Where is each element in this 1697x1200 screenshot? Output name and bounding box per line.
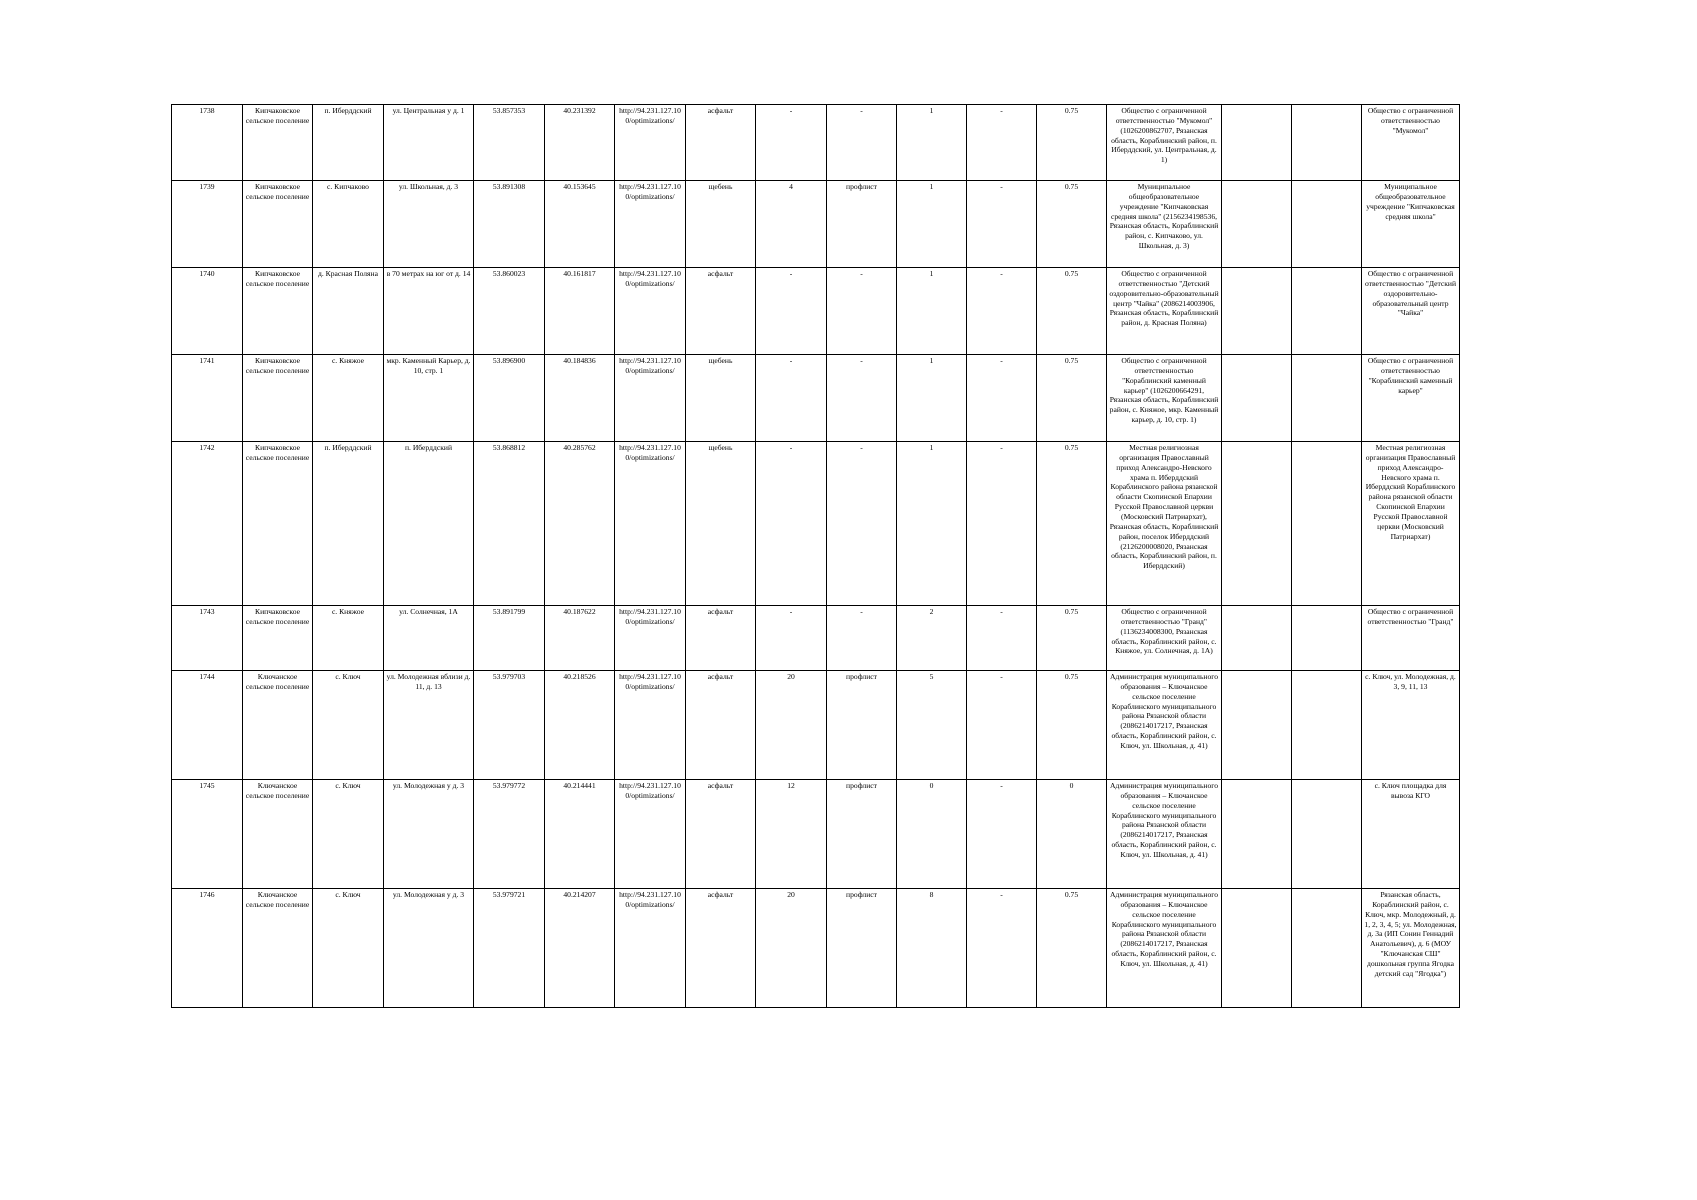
surface-cell: асфальт — [686, 606, 756, 671]
surface-cell: асфальт — [686, 889, 756, 1008]
locality-cell: с. Ключ — [313, 889, 384, 1008]
waste-sources-cell: с. Ключ, ул. Молодежная, д. 3, 9, 11, 13 — [1362, 671, 1460, 780]
table-row — [172, 181, 1460, 268]
column-15-cell — [1222, 889, 1292, 1008]
row-number: 1738 — [172, 105, 243, 181]
column-15-cell — [1222, 780, 1292, 889]
base-cell: - — [827, 355, 897, 442]
column-12-cell: - — [967, 780, 1037, 889]
longitude-cell: 40.161817 — [545, 268, 615, 355]
containers-cell: - — [756, 442, 827, 606]
column-12-cell: - — [967, 181, 1037, 268]
volume-cell: 0.75 — [1037, 105, 1107, 181]
containers-cell: - — [756, 268, 827, 355]
waste-sources-cell: с. Ключ площадка для вывоза КГО — [1362, 780, 1460, 889]
map-link-cell: http://94.231.127.10 0/optimizations/ — [615, 181, 686, 268]
base-cell: - — [827, 442, 897, 606]
row-number: 1744 — [172, 671, 243, 780]
surface-cell: асфальт — [686, 268, 756, 355]
locality-cell: с. Княжое — [313, 606, 384, 671]
longitude-cell: 40.214207 — [545, 889, 615, 1008]
longitude-cell: 40.218526 — [545, 671, 615, 780]
latitude-cell: 53.979772 — [474, 780, 545, 889]
map-link-cell: http://94.231.127.10 0/optimizations/ — [615, 442, 686, 606]
settlement-cell: Кипчаковское сельское поселение — [243, 181, 313, 268]
containers-cell: 4 — [756, 181, 827, 268]
address-cell: в 70 метрах на юг от д. 14 — [384, 268, 474, 355]
base-cell: - — [827, 268, 897, 355]
latitude-cell: 53.860023 — [474, 268, 545, 355]
settlement-cell: Кипчаковское сельское поселение — [243, 606, 313, 671]
table-row — [172, 442, 1460, 606]
row-number: 1741 — [172, 355, 243, 442]
owner-cell: Муниципальное общеобразовательное учреждение "Кипчаковская средняя школа" (2156234198536, Рязанская область, Кораблинский район, с. Кипчаково, ул. Школьная, д. 3) — [1107, 181, 1222, 268]
row-number: 1740 — [172, 268, 243, 355]
locality-cell: с. Княжое — [313, 355, 384, 442]
column-12-cell: - — [967, 889, 1037, 1008]
column-16-cell — [1292, 780, 1362, 889]
waste-sources-cell: Рязанская область, Кораблинский район, с. Ключ, мкр. Молодежный, д. 1, 2, 3, 4, 5; ул. Молодежная, д. 3а (ИП Сонин Геннадий Анатольевич), д. 6 (МОУ "Ключанская СШ" дошкольная группа Ягодка детский сад "Ягодка") — [1362, 889, 1460, 1008]
surface-cell: асфальт — [686, 671, 756, 780]
column-12-cell: - — [967, 606, 1037, 671]
row-number: 1745 — [172, 780, 243, 889]
containers-cell: - — [756, 606, 827, 671]
column-16-cell — [1292, 889, 1362, 1008]
count-cell: 1 — [897, 355, 967, 442]
volume-cell: 0.75 — [1037, 671, 1107, 780]
count-cell: 0 — [897, 780, 967, 889]
address-cell: ул. Центральная у д. 1 — [384, 105, 474, 181]
count-cell: 1 — [897, 442, 967, 606]
base-cell: профлист — [827, 889, 897, 1008]
map-link-cell: http://94.231.127.10 0/optimizations/ — [615, 606, 686, 671]
volume-cell: 0 — [1037, 780, 1107, 889]
latitude-cell: 53.896900 — [474, 355, 545, 442]
column-16-cell — [1292, 355, 1362, 442]
registry-table — [171, 104, 1460, 1008]
map-link-cell: http://94.231.127.10 0/optimizations/ — [615, 671, 686, 780]
table-row — [172, 671, 1460, 780]
count-cell: 5 — [897, 671, 967, 780]
latitude-cell: 53.979703 — [474, 671, 545, 780]
address-cell: ул. Молодежная у д. 3 — [384, 780, 474, 889]
column-12-cell: - — [967, 268, 1037, 355]
settlement-cell: Кипчаковское сельское поселение — [243, 268, 313, 355]
longitude-cell: 40.285762 — [545, 442, 615, 606]
address-cell: ул. Солнечная, 1А — [384, 606, 474, 671]
table-row — [172, 355, 1460, 442]
latitude-cell: 53.979721 — [474, 889, 545, 1008]
volume-cell: 0.75 — [1037, 442, 1107, 606]
table-row — [172, 780, 1460, 889]
waste-sources-cell: Общество с ограниченной ответственностью "Мукомол" — [1362, 105, 1460, 181]
settlement-cell: Кипчаковское сельское поселение — [243, 105, 313, 181]
surface-cell: асфальт — [686, 780, 756, 889]
column-15-cell — [1222, 355, 1292, 442]
settlement-cell: Ключанское сельское поселение — [243, 671, 313, 780]
owner-cell: Общество с ограниченной ответственностью "Мукомол" (1026200862707, Рязанская область, Кораблинский район, п. Иберддский, ул. Центральная, д. 1) — [1107, 105, 1222, 181]
locality-cell: п. Иберддский — [313, 105, 384, 181]
owner-cell: Местная религиозная организация Православный приход Александро-Невского храма п. Иберддский Кораблинского района рязанской области Скопинской Епархии Русской Православной церкви (Московский Патриархат), Рязанская область, Кораблинский район, поселок Иберддский (2126200008020, Рязанская область, Кораблинский район, п. Иберддский) — [1107, 442, 1222, 606]
latitude-cell: 53.868812 — [474, 442, 545, 606]
count-cell: 1 — [897, 268, 967, 355]
longitude-cell: 40.187622 — [545, 606, 615, 671]
waste-sources-cell: Общество с ограниченной ответственностью "Гранд" — [1362, 606, 1460, 671]
column-15-cell — [1222, 181, 1292, 268]
column-16-cell — [1292, 671, 1362, 780]
base-cell: профлист — [827, 671, 897, 780]
latitude-cell: 53.857353 — [474, 105, 545, 181]
address-cell: ул. Молодежная у д. 3 — [384, 889, 474, 1008]
volume-cell: 0.75 — [1037, 181, 1107, 268]
map-link-cell: http://94.231.127.10 0/optimizations/ — [615, 355, 686, 442]
address-cell: п. Иберддский — [384, 442, 474, 606]
base-cell: профлист — [827, 780, 897, 889]
column-16-cell — [1292, 268, 1362, 355]
column-16-cell — [1292, 181, 1362, 268]
column-15-cell — [1222, 268, 1292, 355]
waste-sources-cell: Местная религиозная организация Православный приход Александро-Невского храма п. Иберддский Кораблинского района рязанской области Скопинской Епархии Русской Православной церкви (Московский Патриархат) — [1362, 442, 1460, 606]
settlement-cell: Кипчаковское сельское поселение — [243, 355, 313, 442]
containers-cell: - — [756, 105, 827, 181]
locality-cell: с. Кипчаково — [313, 181, 384, 268]
row-number: 1739 — [172, 181, 243, 268]
table-row — [172, 105, 1460, 181]
map-link-cell: http://94.231.127.10 0/optimizations/ — [615, 889, 686, 1008]
column-16-cell — [1292, 105, 1362, 181]
longitude-cell: 40.184836 — [545, 355, 615, 442]
longitude-cell: 40.214441 — [545, 780, 615, 889]
address-cell: ул. Школьная, д. 3 — [384, 181, 474, 268]
waste-sources-cell: Муниципальное общеобразовательное учреждение "Кипчаковская средняя школа" — [1362, 181, 1460, 268]
containers-cell: - — [756, 355, 827, 442]
count-cell: 8 — [897, 889, 967, 1008]
count-cell: 1 — [897, 105, 967, 181]
containers-cell: 12 — [756, 780, 827, 889]
longitude-cell: 40.231392 — [545, 105, 615, 181]
longitude-cell: 40.153645 — [545, 181, 615, 268]
locality-cell: п. Иберддский — [313, 442, 384, 606]
latitude-cell: 53.891308 — [474, 181, 545, 268]
owner-cell: Администрация муниципального образования – Ключанское сельское поселение Кораблинского муниципального района Рязанской области (2086214017217, Рязанская область, Кораблинский район, с. Ключ, ул. Школьная, д. 41) — [1107, 889, 1222, 1008]
column-15-cell — [1222, 606, 1292, 671]
count-cell: 1 — [897, 181, 967, 268]
locality-cell: с. Ключ — [313, 780, 384, 889]
volume-cell: 0.75 — [1037, 268, 1107, 355]
settlement-cell: Ключанское сельское поселение — [243, 780, 313, 889]
column-12-cell: - — [967, 442, 1037, 606]
table-row — [172, 889, 1460, 1008]
row-number: 1742 — [172, 442, 243, 606]
column-15-cell — [1222, 442, 1292, 606]
locality-cell: д. Красная Поляна — [313, 268, 384, 355]
column-12-cell: - — [967, 671, 1037, 780]
waste-sources-cell: Общество с ограниченной ответственностью "Детский оздоровительно-образовательный центр "Чайка" — [1362, 268, 1460, 355]
table-row — [172, 606, 1460, 671]
settlement-cell: Кипчаковское сельское поселение — [243, 442, 313, 606]
owner-cell: Администрация муниципального образования – Ключанское сельское поселение Кораблинского муниципального района Рязанской области (2086214017217, Рязанская область, Кораблинский район, с. Ключ, ул. Школьная, д. 41) — [1107, 780, 1222, 889]
surface-cell: щебень — [686, 181, 756, 268]
owner-cell: Администрация муниципального образования – Ключанское сельское поселение Кораблинского муниципального района Рязанской области (2086214017217, Рязанская область, Кораблинский район, с. Ключ, ул. Школьная, д. 41) — [1107, 671, 1222, 780]
containers-cell: 20 — [756, 671, 827, 780]
column-16-cell — [1292, 442, 1362, 606]
address-cell: ул. Молодежная вблизи д. 11, д. 13 — [384, 671, 474, 780]
address-cell: мкр. Каменный Карьер, д. 10, стр. 1 — [384, 355, 474, 442]
column-15-cell — [1222, 105, 1292, 181]
row-number: 1746 — [172, 889, 243, 1008]
column-12-cell: - — [967, 355, 1037, 442]
volume-cell: 0.75 — [1037, 889, 1107, 1008]
map-link-cell: http://94.231.127.10 0/optimizations/ — [615, 105, 686, 181]
base-cell: профлист — [827, 181, 897, 268]
base-cell: - — [827, 105, 897, 181]
surface-cell: щебень — [686, 442, 756, 606]
surface-cell: щебень — [686, 355, 756, 442]
waste-sources-cell: Общество с ограниченной ответственностью "Кораблинский каменный карьер" — [1362, 355, 1460, 442]
column-16-cell — [1292, 606, 1362, 671]
row-number: 1743 — [172, 606, 243, 671]
volume-cell: 0.75 — [1037, 606, 1107, 671]
base-cell: - — [827, 606, 897, 671]
column-15-cell — [1222, 671, 1292, 780]
owner-cell: Общество с ограниченной ответственностью "Детский оздоровительно-образовательный центр "Чайка" (2086214003906, Рязанская область, Кораблинский район, д. Красная Поляна) — [1107, 268, 1222, 355]
owner-cell: Общество с ограниченной ответственностью "Гранд" (1136234008300, Рязанская область, Кораблинский район, с. Княжое, ул. Солнечная, д. 1А) — [1107, 606, 1222, 671]
surface-cell: асфальт — [686, 105, 756, 181]
volume-cell: 0.75 — [1037, 355, 1107, 442]
table-row — [172, 268, 1460, 355]
settlement-cell: Ключанское сельское поселение — [243, 889, 313, 1008]
column-12-cell: - — [967, 105, 1037, 181]
map-link-cell: http://94.231.127.10 0/optimizations/ — [615, 780, 686, 889]
owner-cell: Общество с ограниченной ответственностью "Кораблинский каменный карьер" (1026200664291, Рязанская область, Кораблинский район, с. Княжое, мкр. Каменный карьер, д. 10, стр. 1) — [1107, 355, 1222, 442]
locality-cell: с. Ключ — [313, 671, 384, 780]
latitude-cell: 53.891799 — [474, 606, 545, 671]
map-link-cell: http://94.231.127.10 0/optimizations/ — [615, 268, 686, 355]
containers-cell: 20 — [756, 889, 827, 1008]
count-cell: 2 — [897, 606, 967, 671]
